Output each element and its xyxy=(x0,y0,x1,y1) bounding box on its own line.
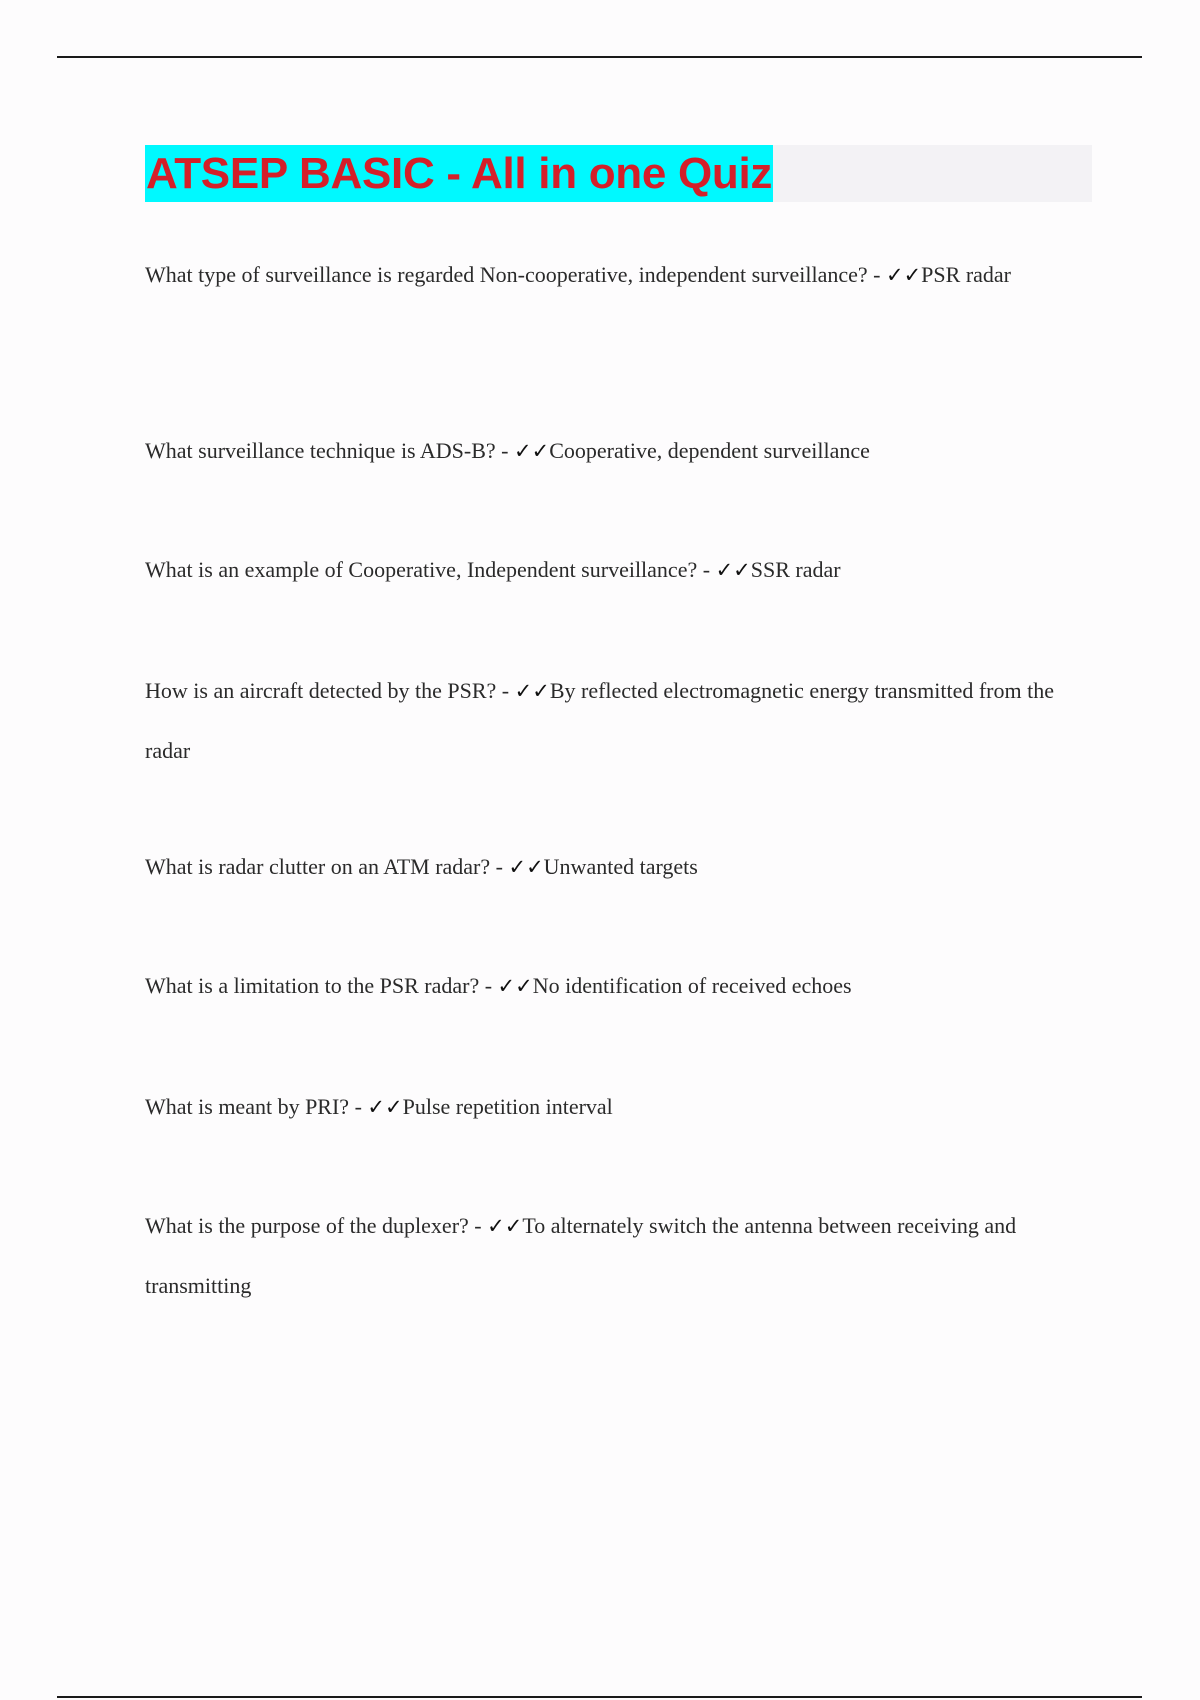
check-icon: ✓✓ xyxy=(497,974,533,998)
check-icon: ✓✓ xyxy=(487,1214,523,1238)
answer-text: To alternately switch the antenna between receiving and transmitting xyxy=(145,1213,1017,1298)
answer-text: Pulse repetition interval xyxy=(402,1094,613,1119)
question-text: What is the purpose of the duplexer? - xyxy=(145,1213,488,1238)
check-icon: ✓✓ xyxy=(508,855,544,879)
check-icon: ✓✓ xyxy=(367,1095,403,1119)
check-icon: ✓✓ xyxy=(715,558,751,582)
answer-text: Cooperative, dependent surveillance xyxy=(549,438,870,463)
answer-text: By reflected electromagnetic energy transmitted from the radar xyxy=(145,678,1054,763)
qa-item-8 xyxy=(145,1196,1075,1315)
qa-item-1 xyxy=(145,245,1075,305)
qa-item-5 xyxy=(145,837,1075,897)
qa-item-6 xyxy=(145,956,1075,1016)
question-text: What is a limitation to the PSR radar? - xyxy=(145,973,498,998)
check-icon: ✓✓ xyxy=(885,263,922,287)
question-text: What is meant by PRI? - xyxy=(145,1094,368,1119)
question-text: What surveillance technique is ADS-B? - xyxy=(145,438,515,463)
qa-item-4 xyxy=(145,661,1075,780)
document-title: ATSEP BASIC - All in one Quiz xyxy=(145,145,773,202)
question-text: What is an example of Cooperative, Independent surveillance? - xyxy=(145,557,716,582)
check-icon: ✓✓ xyxy=(514,439,550,463)
top-rule xyxy=(57,56,1142,58)
qa-item-7 xyxy=(145,1077,1075,1137)
check-icon: ✓✓ xyxy=(514,679,550,703)
bottom-rule xyxy=(57,1696,1142,1698)
qa-item-2 xyxy=(145,421,1075,481)
question-text: What is radar clutter on an ATM radar? - xyxy=(145,854,509,879)
answer-text: Unwanted targets xyxy=(543,854,698,879)
question-text: What type of surveillance is regarded Non-cooperative, independent surveillance? - xyxy=(145,262,886,287)
answer-text: No identification of received echoes xyxy=(532,973,852,998)
answer-text: PSR radar xyxy=(921,262,1011,287)
answer-text: SSR radar xyxy=(750,557,841,582)
question-text: How is an aircraft detected by the PSR? - xyxy=(145,678,515,703)
qa-item-3 xyxy=(145,540,1075,600)
